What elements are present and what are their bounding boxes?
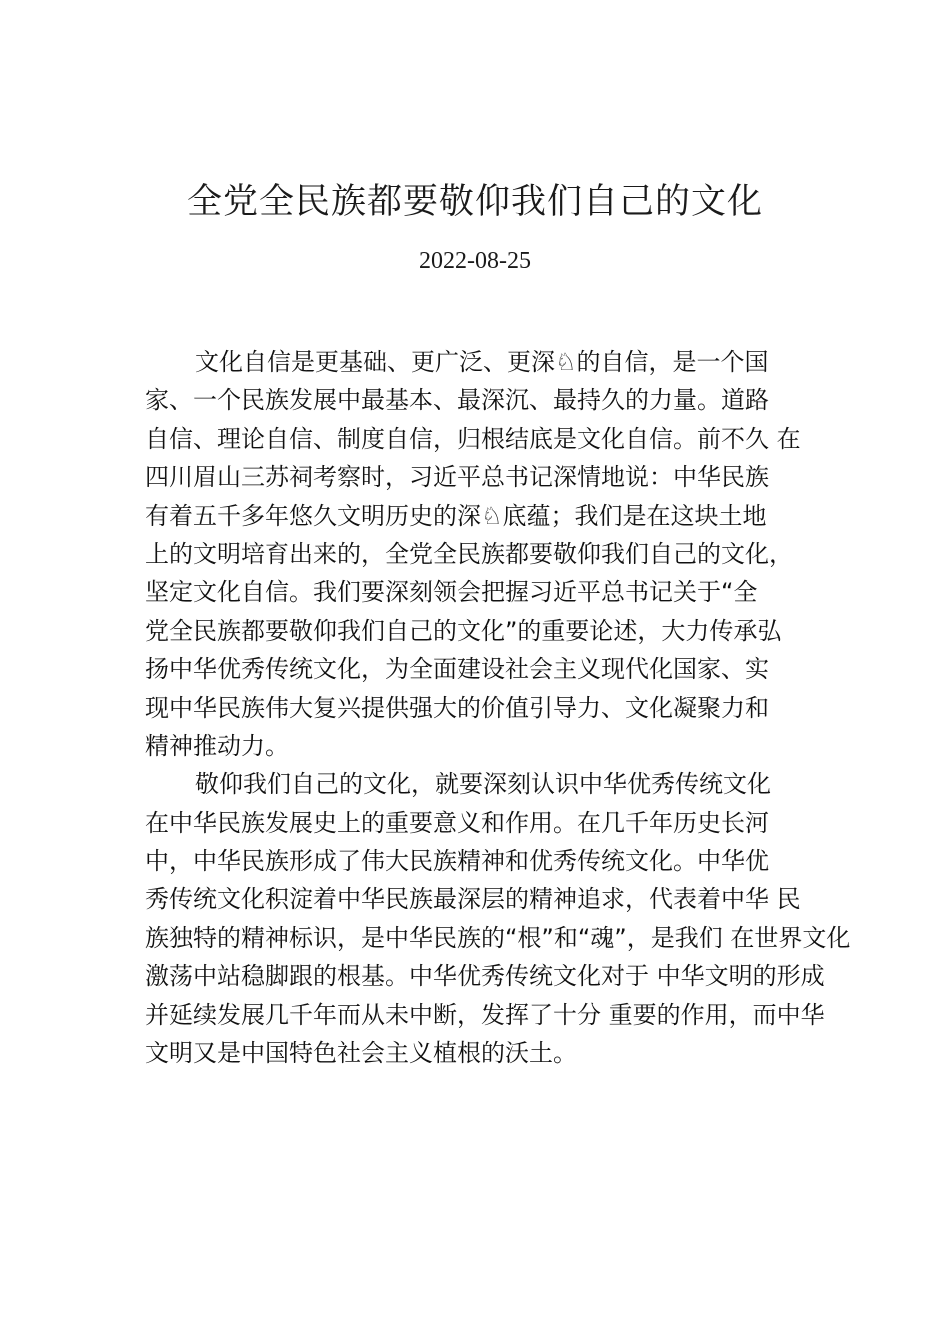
text-line: 现中华民族伟大复兴提供强大的价值引导力、文化凝聚力和 xyxy=(145,693,769,722)
text-line: 党全民族都要敬仰我们自己的文化”的重要论述，大力传承弘 xyxy=(145,616,782,645)
article-body xyxy=(145,343,851,1072)
text-line: 激荡中站稳脚跟的根基。中华优秀传统文化对于 中华文明的形成 xyxy=(145,962,825,991)
text-line: 四川眉山三苏祠考察时，习近平总书记深情地说：中华民族 xyxy=(145,463,769,492)
text-line: 精神推动力。 xyxy=(145,731,289,760)
text-line: 在中华民族发展史上的重要意义和作用。在几千年历史长河 xyxy=(145,808,769,837)
text-line: 家、一个民族发展中最基本、最深沉、最持久的力量。道路 xyxy=(145,386,769,415)
text-line: 自信、理论自信、制度自信，归根结底是文化自信。前不久 在 xyxy=(145,424,801,453)
text-line: 族独特的精神标识，是中华民族的“根”和“魂”，是我们 在世界文化 xyxy=(145,923,851,952)
text-line: 文化自信是更基础、更广泛、更深♘的自信，是一个国 xyxy=(195,348,769,376)
text-line: 敬仰我们自己的文化，就要深刻认识中华优秀传统文化 xyxy=(195,770,771,799)
text-line: 上的文明培育出来的，全党全民族都要敬仰我们自己的文化， xyxy=(145,539,793,568)
text-line: 文明又是中国特色社会主义植根的沃土。 xyxy=(145,1039,577,1068)
text-line: 中，中华民族形成了伟大民族精神和优秀传统文化。中华优 xyxy=(145,847,769,876)
text-line: 坚定文化自信。我们要深刻领会把握习近平总书记关于“全 xyxy=(145,578,758,607)
text-line: 秀传统文化积淀着中华民族最深层的精神追求，代表着中华 民 xyxy=(145,885,801,914)
text-line: 有着五千多年悠久文明历史的深♘底蕴；我们是在这块土地 xyxy=(145,501,767,530)
document-title: 全党全民族都要敬仰我们自己的文化 xyxy=(186,182,763,222)
paragraph-1 xyxy=(145,343,835,765)
paragraph-2 xyxy=(145,765,851,1072)
publish-date: 2022-08-25 xyxy=(419,248,531,274)
text-line: 扬中华优秀传统文化，为全面建设社会主义现代化国家、实 xyxy=(145,655,769,684)
text-line: 并延续发展几千年而从未中断，发挥了十分 重要的作用，而中华 xyxy=(145,1000,825,1029)
